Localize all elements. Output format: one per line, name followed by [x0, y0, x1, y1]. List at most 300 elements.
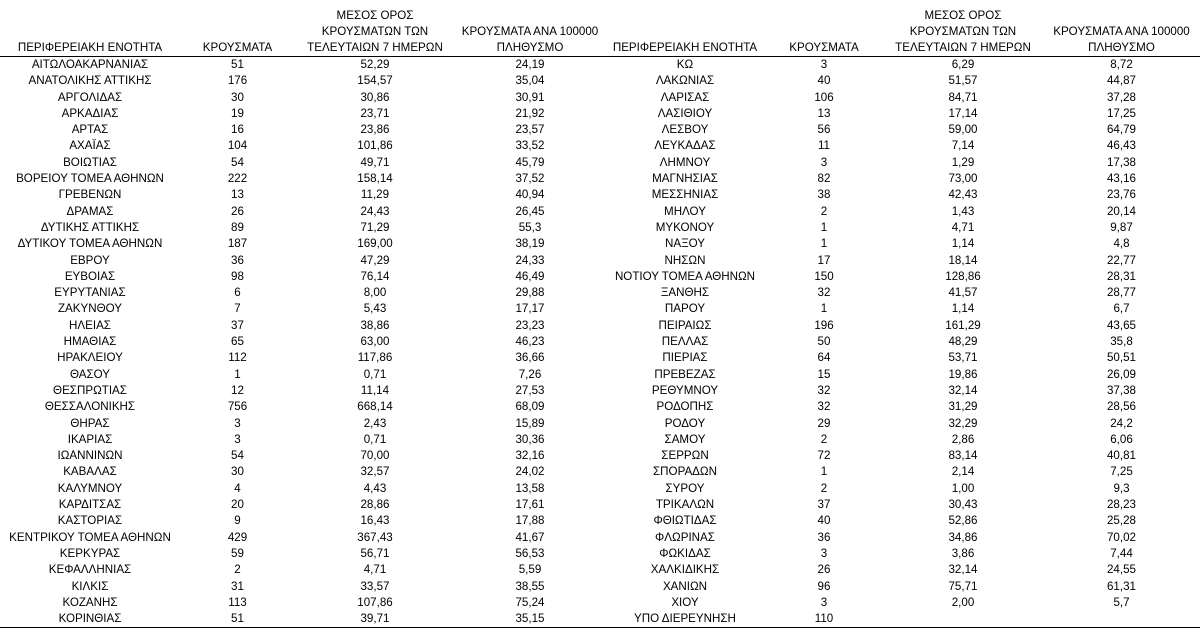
- avg7-cell: 59,00: [948, 123, 978, 137]
- table-row: [0, 155, 605, 171]
- avg7-cell: 41,57: [948, 286, 978, 300]
- cases-cell: 2: [820, 204, 828, 218]
- table-row: [605, 90, 1200, 106]
- table-row: [0, 138, 605, 154]
- table-row: [605, 171, 1200, 187]
- cases-cell: 3: [234, 432, 241, 446]
- per100k-cell: 40,94: [515, 188, 545, 202]
- avg7-cell: 32,14: [948, 383, 978, 397]
- cases-cell: 150: [814, 269, 834, 283]
- per100k-cell: 6,06: [1110, 432, 1133, 446]
- cases-cell: 32: [817, 286, 831, 300]
- region-cell: ΑΡΚΑΔΙΑΣ: [61, 106, 119, 120]
- avg7-cell: 32,29: [948, 416, 978, 430]
- table-row: [605, 481, 1200, 497]
- region-cell: ΔΥΤΙΚΗΣ ΑΤΤΙΚΗΣ: [40, 220, 140, 234]
- region-cell: ΙΩΑΝΝΙΝΩΝ: [57, 449, 123, 463]
- avg7-cell: 8,00: [363, 286, 387, 300]
- cases-cell: 187: [227, 237, 248, 251]
- per100k-cell: 28,23: [1106, 498, 1136, 512]
- avg7-cell: [883, 611, 1043, 628]
- cases-cell: 20: [231, 498, 244, 512]
- per100k-cell: 24,19: [515, 58, 545, 71]
- avg7-cell: 28,86: [360, 498, 390, 512]
- col-header-cases-per-100k: ΚΡΟΥΣΜΑΤΑ ΑΝΑ 100000 ΠΛΗΘΥΣΜΟ: [455, 6, 605, 57]
- cases-cell: 1: [234, 367, 241, 381]
- cases-cell: 54: [231, 155, 244, 169]
- region-cell: ΦΛΩΡΙΝΑΣ: [655, 530, 715, 544]
- cases-cell: 2: [820, 481, 828, 495]
- region-cell: ΚΙΛΚΙΣ: [71, 579, 109, 593]
- region-cell: ΕΥΒΟΙΑΣ: [64, 269, 116, 283]
- per100k-cell: 9,87: [1110, 220, 1133, 234]
- cases-cell: 4: [234, 481, 241, 495]
- cases-cell: 11: [817, 139, 831, 153]
- table-row: [605, 497, 1200, 513]
- per100k-cell: 25,28: [1106, 514, 1136, 528]
- avg7-cell: 71,29: [360, 220, 390, 234]
- per100k-cell: 37,52: [515, 172, 545, 186]
- avg7-cell: 24,43: [360, 204, 390, 218]
- avg7-cell: 4,71: [951, 220, 975, 234]
- avg7-cell: 1,14: [951, 302, 975, 316]
- table-body-left: [0, 57, 605, 628]
- table-row: [0, 530, 605, 546]
- cases-cell: 2: [234, 563, 241, 577]
- avg7-cell: 367,43: [357, 530, 393, 544]
- table-row: [0, 122, 605, 138]
- region-cell: ΠΕΛΛΑΣ: [661, 335, 709, 349]
- table-row: [605, 432, 1200, 448]
- region-cell: ΙΚΑΡΙΑΣ: [67, 432, 113, 446]
- avg7-cell: 19,86: [948, 367, 978, 381]
- avg7-cell: 6,29: [951, 58, 975, 71]
- avg7-cell: 75,71: [948, 579, 978, 593]
- region-cell: ΔΡΑΜΑΣ: [66, 204, 114, 218]
- cases-cell: 51: [231, 58, 244, 71]
- per100k-cell: 21,92: [515, 106, 545, 120]
- region-cell: ΥΠΟ ΔΙΕΡΕΥΝΗΣΗ: [605, 611, 765, 628]
- cases-cell: 196: [814, 318, 834, 332]
- per100k-cell: 56,53: [515, 546, 545, 560]
- cases-cell: 3: [820, 155, 828, 169]
- per100k-cell: 33,52: [515, 139, 545, 153]
- avg7-cell: 2,86: [951, 432, 975, 446]
- region-cell: ΛΕΥΚΑΔΑΣ: [654, 139, 716, 153]
- table-row: [0, 448, 605, 464]
- cases-cell: 1: [820, 302, 828, 316]
- table-row: [605, 416, 1200, 432]
- col-header-cases-per-100k: ΚΡΟΥΣΜΑΤΑ ΑΝΑ 100000 ΠΛΗΘΥΣΜΟ: [1043, 6, 1200, 57]
- avg7-cell: 52,29: [360, 58, 390, 71]
- per100k-cell: 4,8: [1113, 237, 1130, 251]
- avg7-cell: 11,29: [360, 188, 390, 202]
- region-cell: ΘΕΣΠΡΩΤΙΑΣ: [53, 383, 127, 397]
- table-row: [605, 399, 1200, 415]
- avg7-cell: 47,29: [360, 253, 390, 267]
- region-cell: ΠΑΡΟΥ: [664, 302, 706, 316]
- per100k-cell: 8,72: [1110, 58, 1133, 71]
- table-row: [0, 464, 605, 480]
- cases-table-right: [605, 6, 1200, 628]
- col-header-cases: ΚΡΟΥΣΜΑΤΑ: [765, 6, 883, 57]
- per100k-cell: 5,7: [1113, 595, 1130, 609]
- cases-cell: 13: [817, 106, 831, 120]
- region-cell: ΦΘΙΩΤΙΔΑΣ: [653, 514, 717, 528]
- table-row: [0, 481, 605, 497]
- per100k-cell: 37,38: [1106, 383, 1136, 397]
- cases-cell: 50: [817, 335, 831, 349]
- cases-cell: 96: [817, 579, 831, 593]
- cases-cell: 98: [231, 269, 244, 283]
- region-cell: ΜΕΣΣΗΝΙΑΣ: [651, 188, 719, 202]
- avg7-cell: 76,14: [360, 269, 390, 283]
- table-body-right: [605, 57, 1200, 628]
- region-cell: ΗΜΑΘΙΑΣ: [63, 335, 117, 349]
- table-row: [605, 579, 1200, 595]
- cases-cell: 3: [820, 546, 828, 560]
- region-cell: ΣΠΟΡΑΔΩΝ: [653, 465, 717, 479]
- per100k-cell: 24,02: [515, 465, 545, 479]
- region-cell: ΘΑΣΟΥ: [69, 367, 111, 381]
- cases-cell: 26: [231, 204, 244, 218]
- avg7-cell: 52,86: [948, 514, 978, 528]
- per100k-cell: 24,55: [1106, 563, 1136, 577]
- region-cell: ΡΟΔΟΠΗΣ: [656, 400, 714, 414]
- cases-cell: 222: [227, 172, 248, 186]
- cases-cell: 89: [231, 220, 244, 234]
- table-row: [0, 73, 605, 89]
- region-cell: ΧΑΝΙΩΝ: [662, 579, 708, 593]
- per100k-cell: 23,23: [515, 318, 545, 332]
- per100k-cell: 46,43: [1106, 139, 1136, 153]
- per100k-cell: 6,7: [1113, 302, 1130, 316]
- per100k-cell: 50,51: [1106, 351, 1136, 365]
- cases-cell: 56: [817, 123, 831, 137]
- avg7-cell: 0,71: [363, 367, 387, 381]
- region-cell: ΚΕΝΤΡΙΚΟΥ ΤΟΜΕΑ ΑΘΗΝΩΝ: [9, 530, 171, 544]
- avg7-cell: 117,86: [357, 351, 393, 365]
- col-header-region: ΠΕΡΙΦΕΡΕΙΑΚΗ ΕΝΟΤΗΤΑ: [605, 6, 765, 57]
- table-row: [0, 187, 605, 203]
- cases-cell: 36: [817, 530, 831, 544]
- col-header-cases: ΚΡΟΥΣΜΑΤΑ: [180, 6, 295, 57]
- avg7-cell: 2,14: [951, 465, 975, 479]
- region-cell: ΛΗΜΝΟΥ: [659, 155, 711, 169]
- cases-cell: 54: [231, 449, 244, 463]
- per100k-cell: 17,17: [515, 302, 545, 316]
- region-cell: ΦΩΚΙΔΑΣ: [659, 546, 711, 560]
- per100k-cell: 68,09: [515, 400, 545, 414]
- table-row: [605, 122, 1200, 138]
- cases-cell: 17: [817, 253, 831, 267]
- per100k-cell: 28,31: [1106, 269, 1136, 283]
- avg7-cell: 23,86: [360, 123, 390, 137]
- avg7-cell: 107,86: [357, 595, 393, 609]
- per100k-cell: 55,3: [518, 220, 542, 234]
- avg7-cell: 5,43: [363, 302, 387, 316]
- cases-cell: 1: [820, 237, 828, 251]
- avg7-cell: 4,71: [363, 563, 387, 577]
- per100k-cell: 44,87: [1106, 74, 1136, 88]
- avg7-cell: 53,71: [948, 351, 978, 365]
- col-header-7day-average: ΜΕΣΟΣ ΟΡΟΣ ΚΡΟΥΣΜΑΤΩΝ ΤΩΝ ΤΕΛΕΥΤΑΙΩΝ 7 ΗΜΕΡΩΝ: [295, 6, 455, 57]
- table-row: [0, 269, 605, 285]
- table-row: [0, 399, 605, 415]
- per100k-cell: 13,58: [515, 481, 545, 495]
- region-cell: ΑΡΤΑΣ: [71, 123, 109, 137]
- table-row: [0, 253, 605, 269]
- region-cell: ΜΑΓΝΗΣΙΑΣ: [652, 172, 718, 186]
- per100k-cell: 41,67: [515, 530, 545, 544]
- per100k-cell: 75,24: [515, 595, 545, 609]
- col-header-7day-average: ΜΕΣΟΣ ΟΡΟΣ ΚΡΟΥΣΜΑΤΩΝ ΤΩΝ ΤΕΛΕΥΤΑΙΩΝ 7 ΗΜΕΡΩΝ: [883, 6, 1043, 57]
- per100k-cell: 23,76: [1106, 188, 1136, 202]
- cases-cell: 40: [817, 514, 831, 528]
- cases-cell: 32: [817, 383, 831, 397]
- per100k-cell: 20,14: [1106, 204, 1136, 218]
- per100k-cell: 7,25: [1110, 465, 1133, 479]
- region-cell: ΓΡΕΒΕΝΩΝ: [58, 188, 122, 202]
- avg7-cell: 31,29: [948, 400, 978, 414]
- cases-cell: 40: [817, 74, 831, 88]
- table-row: [605, 464, 1200, 480]
- region-cell: ΛΑΡΙΣΑΣ: [660, 90, 710, 104]
- avg7-cell: 101,86: [357, 139, 393, 153]
- per100k-cell: 70,02: [1106, 530, 1136, 544]
- avg7-cell: 1,29: [951, 155, 975, 169]
- region-cell: ΑΧΑΪΑΣ: [69, 139, 111, 153]
- header-row: [605, 6, 1200, 57]
- per100k-cell: 61,31: [1106, 579, 1136, 593]
- region-cell: ΑΙΤΩΛΟΑΚΑΡΝΑΝΙΑΣ: [31, 58, 149, 71]
- cases-cell: 3: [234, 416, 241, 430]
- cases-cell: 110: [765, 611, 883, 628]
- table-row: [605, 513, 1200, 529]
- avg7-cell: 73,00: [948, 172, 978, 186]
- region-cell: ΣΑΜΟΥ: [664, 432, 706, 446]
- table-row: [605, 269, 1200, 285]
- table-row: [0, 90, 605, 106]
- region-cell: ΕΥΡΥΤΑΝΙΑΣ: [54, 286, 126, 300]
- region-cell: ΚΕΦΑΛΛΗΝΙΑΣ: [48, 563, 132, 577]
- region-cell: ΚΑΣΤΟΡΙΑΣ: [57, 514, 123, 528]
- table-row: [0, 416, 605, 432]
- table-row: [0, 204, 605, 220]
- per100k-cell: 43,16: [1106, 172, 1136, 186]
- avg7-cell: 1,00: [951, 481, 975, 495]
- table-row: [605, 73, 1200, 89]
- per100k-cell: 43,65: [1106, 318, 1136, 332]
- table-row: [0, 383, 605, 399]
- avg7-cell: 32,57: [360, 465, 390, 479]
- table-row: [0, 595, 605, 611]
- region-cell: ΚΟΖΑΝΗΣ: [62, 595, 118, 609]
- avg7-cell: 16,43: [360, 514, 390, 528]
- per100k-cell: 64,79: [1106, 123, 1136, 137]
- region-cell: ΛΑΣΙΘΙΟΥ: [657, 106, 713, 120]
- region-cell: ΑΡΓΟΛΙΔΑΣ: [57, 90, 123, 104]
- avg7-cell: 3,86: [951, 546, 975, 560]
- table-row: [605, 285, 1200, 301]
- avg7-cell: 70,00: [360, 449, 390, 463]
- table-row: [605, 334, 1200, 350]
- cases-cell: 16: [231, 123, 244, 137]
- region-cell: ΕΒΡΟΥ: [70, 253, 110, 267]
- region-cell: ΧΑΛΚΙΔΙΚΗΣ: [650, 563, 720, 577]
- region-cell: ΚΑΒΑΛΑΣ: [63, 465, 117, 479]
- table-row: [605, 367, 1200, 383]
- per100k-cell: 17,38: [1106, 155, 1136, 169]
- cases-cell: 104: [227, 139, 248, 153]
- table-row: [0, 57, 605, 74]
- avg7-cell: 42,43: [948, 188, 978, 202]
- table-row: [605, 155, 1200, 171]
- region-cell: ΞΑΝΘΗΣ: [660, 286, 710, 300]
- region-cell: ΖΑΚΥΝΘΟΥ: [57, 302, 123, 316]
- region-cell: ΘΕΣΣΑΛΟΝΙΚΗΣ: [44, 400, 136, 414]
- table-row: [0, 579, 605, 595]
- table-row: [605, 350, 1200, 366]
- table-row: [0, 301, 605, 317]
- region-cell: ΠΡΕΒΕΖΑΣ: [654, 367, 716, 381]
- region-cell: ΒΟΙΩΤΙΑΣ: [63, 155, 117, 169]
- avg7-cell: 30,86: [360, 90, 390, 104]
- avg7-cell: 4,43: [363, 481, 387, 495]
- table-row: [605, 383, 1200, 399]
- region-cell: ΚΩ: [676, 58, 694, 71]
- table-row: [605, 236, 1200, 252]
- per100k-cell: 27,53: [515, 383, 545, 397]
- cases-cell: 7: [234, 302, 241, 316]
- cases-cell: 36: [231, 253, 244, 267]
- avg7-cell: 18,14: [948, 253, 978, 267]
- avg7-cell: 51,57: [948, 74, 978, 88]
- per100k-cell: 46,49: [515, 269, 545, 283]
- per100k-cell: 7,44: [1110, 546, 1133, 560]
- per100k-cell: [1043, 611, 1200, 628]
- region-cell: ΠΕΙΡΑΙΩΣ: [658, 318, 712, 332]
- region-cell: ΝΗΣΩΝ: [664, 253, 706, 267]
- cases-cell: 9: [234, 514, 241, 528]
- table-row: [605, 546, 1200, 562]
- table-row: [0, 513, 605, 529]
- avg7-cell: 33,57: [360, 579, 390, 593]
- avg7-cell: 154,57: [357, 74, 393, 88]
- avg7-cell: 169,00: [357, 237, 393, 251]
- table-row: [605, 611, 1200, 628]
- table-row: [605, 595, 1200, 611]
- per100k-cell: 28,77: [1106, 286, 1136, 300]
- region-cell: ΒΟΡΕΙΟΥ ΤΟΜΕΑ ΑΘΗΝΩΝ: [16, 172, 164, 186]
- cases-cell: 15: [817, 367, 831, 381]
- region-cell: ΗΛΕΙΑΣ: [69, 318, 111, 332]
- table-row: [605, 57, 1200, 74]
- table-row: [0, 546, 605, 562]
- region-cell: ΛΕΣΒΟΥ: [661, 123, 709, 137]
- table-row: [0, 611, 605, 628]
- avg7-cell: 83,14: [948, 449, 978, 463]
- per100k-cell: 37,28: [1106, 90, 1136, 104]
- table-row: [0, 367, 605, 383]
- avg7-cell: 30,43: [948, 498, 978, 512]
- cases-cell: 26: [817, 563, 831, 577]
- region-cell: ΝΑΞΟΥ: [664, 237, 706, 251]
- per100k-cell: 17,25: [1106, 106, 1136, 120]
- cases-table-left: [0, 6, 605, 628]
- per100k-cell: 26,45: [515, 204, 545, 218]
- cases-cell: 37: [817, 498, 831, 512]
- region-cell: ΡΕΘΥΜΝΟΥ: [651, 383, 719, 397]
- table-row: [605, 530, 1200, 546]
- cases-cell: 176: [227, 74, 248, 88]
- region-cell: ΗΡΑΚΛΕΙΟΥ: [57, 351, 123, 365]
- table-row: [0, 236, 605, 252]
- table-row: [605, 448, 1200, 464]
- table-row: [0, 334, 605, 350]
- avg7-cell: 1,14: [951, 237, 975, 251]
- cases-cell: 82: [817, 172, 831, 186]
- cases-cell: 429: [227, 530, 248, 544]
- table-row: [0, 432, 605, 448]
- avg7-cell: 84,71: [948, 90, 978, 104]
- region-cell: ΜΗΛΟΥ: [664, 204, 706, 218]
- table-row: [605, 106, 1200, 122]
- cases-cell: 2: [820, 432, 828, 446]
- region-cell: ΘΗΡΑΣ: [70, 416, 110, 430]
- per100k-cell: 17,88: [515, 514, 545, 528]
- per100k-cell: 38,55: [515, 579, 545, 593]
- region-cell: ΔΥΤΙΚΟΥ ΤΟΜΕΑ ΑΘΗΝΩΝ: [17, 237, 163, 251]
- avg7-cell: 38,86: [360, 318, 390, 332]
- cases-cell: 3: [820, 595, 828, 609]
- region-cell: ΡΟΔΟΥ: [664, 416, 706, 430]
- avg7-cell: 32,14: [948, 563, 978, 577]
- table-row: [0, 171, 605, 187]
- cases-cell: 38: [817, 188, 831, 202]
- cases-cell: 59: [231, 546, 244, 560]
- cases-cell: 1: [820, 465, 828, 479]
- region-cell: ΚΟΡΙΝΘΙΑΣ: [0, 611, 180, 628]
- avg7-cell: 0,71: [363, 432, 387, 446]
- table-row: [605, 187, 1200, 203]
- table-row: [605, 204, 1200, 220]
- table-row: [605, 301, 1200, 317]
- avg7-cell: 128,86: [945, 269, 981, 283]
- avg7-cell: 2,43: [363, 416, 387, 430]
- avg7-cell: 56,71: [360, 546, 390, 560]
- per100k-cell: 26,09: [1106, 367, 1136, 381]
- per100k-cell: 5,59: [518, 563, 542, 577]
- cases-cell: 1: [820, 220, 828, 234]
- cases-cell: 51: [180, 611, 295, 628]
- cases-cell: 29: [817, 416, 831, 430]
- cases-cell: 12: [231, 383, 244, 397]
- per100k-cell: 35,04: [515, 74, 545, 88]
- table-row: [605, 318, 1200, 334]
- table-row: [0, 562, 605, 578]
- region-cell: ΠΙΕΡΙΑΣ: [662, 351, 708, 365]
- region-cell: ΧΙΟΥ: [671, 595, 699, 609]
- cases-cell: 65: [231, 335, 244, 349]
- cases-cell: 106: [814, 90, 834, 104]
- header-row: [0, 6, 605, 57]
- cases-cell: 30: [231, 465, 244, 479]
- avg7-cell: 7,14: [951, 139, 975, 153]
- cases-cell: 31: [231, 579, 244, 593]
- per100k-cell: 30,91: [515, 90, 545, 104]
- per100k-cell: 15,89: [515, 416, 545, 430]
